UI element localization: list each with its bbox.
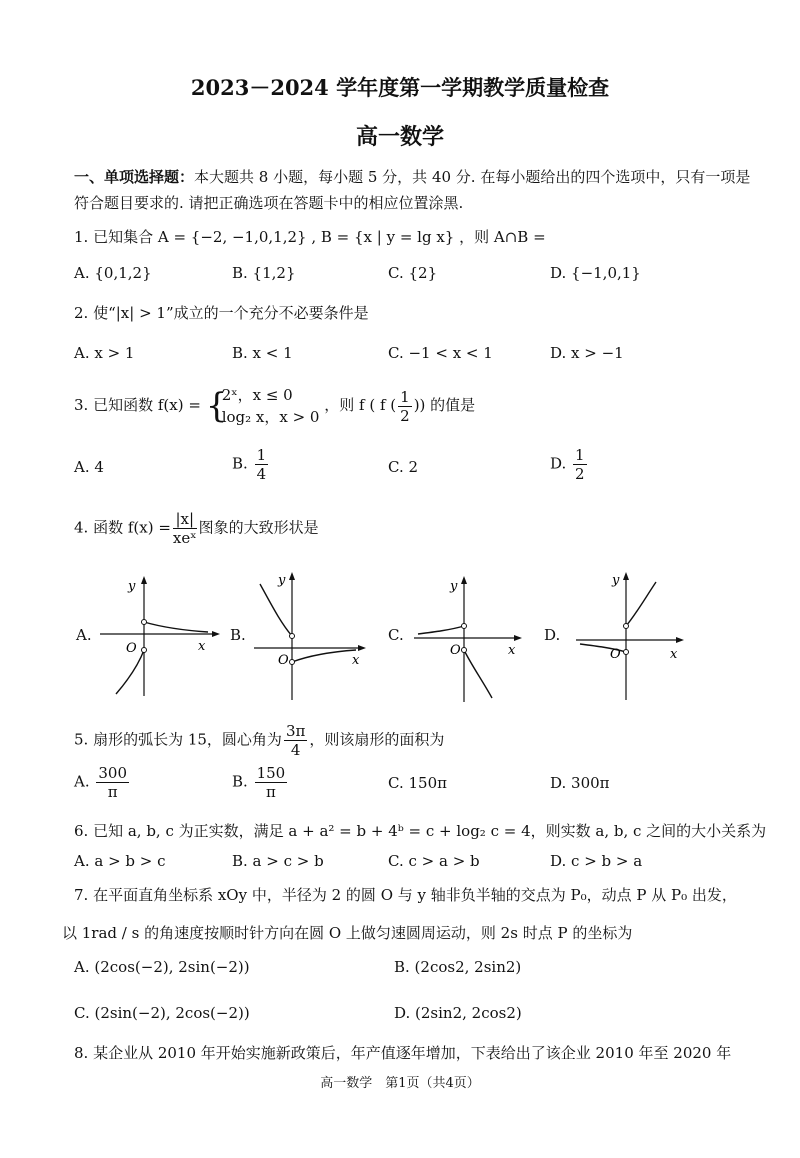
q1-stem: 1. 已知集合 A = {−2, −1,0,1,2} , B = {x | y = lg x} ，则 A∩B = [74, 228, 546, 246]
axis-y-label: y [278, 573, 286, 588]
q5-option-d [550, 774, 610, 792]
q7-option-b: B. (2cos2, 2sin2) [394, 958, 522, 976]
q2-stem: 2. 使“|x| > 1”成立的一个充分不必要条件是 [74, 304, 369, 322]
q4-fraction [173, 510, 197, 547]
q5-option-c-label: C. [388, 774, 404, 792]
page-footer: 高一数学 第1页（共4页） [320, 1076, 480, 1091]
q5-option-a [74, 764, 131, 801]
q3-stem [74, 384, 475, 428]
q6-stem: 6. 已知 a, b, c 为正实数，满足 a + a² = b + 4ᵇ = c + log₂ c = 4，则实数 a, b, c 之间的大小关系为 [74, 822, 767, 840]
q5-option-b-den: π [265, 783, 276, 801]
q8-line-1: 8. 某企业从 2010 年开始实施新政策后，年产值逐年增加，下表给出了该企业 2010 年至 2020 年 [74, 1044, 732, 1062]
q4-graph-a [98, 570, 228, 700]
axis-x-label: x [508, 643, 516, 658]
q3-stem-suffix: )) 的值是 [413, 396, 476, 414]
q1-option-b: B. {1,2} [232, 264, 296, 282]
q4-graph-c [412, 570, 542, 706]
q3-frac-den: 2 [400, 406, 410, 425]
q3-frac-num: 1 [400, 387, 410, 406]
q3-option-a [74, 458, 104, 476]
q3-piece-1: 2ˣ，x ≤ 0 [221, 386, 293, 404]
q5-option-a-den: π [107, 783, 118, 801]
q3-option-d [550, 446, 589, 483]
q7-option-c: C. (2sin(−2), 2cos(−2)) [74, 1004, 250, 1022]
q4-option-a-label: A. [76, 626, 92, 644]
q7-line-1: 7. 在平面直角坐标系 xOy 中，半径为 2 的圆 O 与 y 轴非负半轴的交点为 P₀，动点 P 从 P₀ 出发， [74, 886, 737, 904]
q2-option-d: D. x > −1 [550, 344, 624, 362]
axis-x-label: x [352, 653, 360, 668]
q5-option-a-label: A. [74, 772, 90, 791]
q5-option-b-num: 150 [256, 764, 286, 782]
q3-option-d-num: 1 [575, 446, 585, 464]
q3-option-d-label: D. [550, 454, 567, 473]
q4-stem-suffix: 图象的大致形状是 [198, 518, 319, 537]
q4-option-c-label: C. [388, 626, 404, 644]
section-heading: 一、单项选择题： [74, 168, 195, 186]
q7-line-2: 以 1rad / s 的角速度按顺时针方向在圆 O 上做匀速圆周运动，则 2s 时点 P 的坐标为 [62, 924, 633, 942]
q4-stem [74, 510, 319, 547]
q3-stem-mid: ，则 f ( f ( [324, 396, 397, 414]
q6-option-a: A. a > b > c [74, 852, 166, 870]
q3-option-a-label: A. [74, 458, 90, 476]
origin-label: O [278, 653, 289, 668]
q4-option-d-label: D. [544, 626, 561, 644]
q3-piecewise [206, 384, 320, 428]
q3-option-b-num: 1 [256, 446, 267, 464]
q5-option-c [388, 774, 447, 792]
q6-option-c: C. c > a > b [388, 852, 480, 870]
axis-x-label: x [198, 639, 206, 654]
q4-frac-den: xeˣ [172, 529, 197, 547]
q3-option-c-label: C. [388, 458, 404, 476]
q5-stem-suffix: ，则该扇形的面积为 [309, 730, 445, 749]
q5-option-c-value: 150π [408, 774, 447, 792]
q4-frac-num: |x| [173, 510, 197, 529]
q6-option-b: B. a > c > b [232, 852, 324, 870]
q4-graph-b [252, 566, 382, 702]
q3-option-d-den: 2 [575, 465, 585, 483]
exam-title: 2023－2024 学年度第一学期教学质量检查 [190, 75, 610, 100]
q4-option-b-label: B. [230, 626, 246, 644]
q4-graph-d [574, 566, 704, 702]
q1-option-d: D. {−1,0,1} [550, 264, 641, 282]
q6-option-d: D. c > b > a [550, 852, 643, 870]
q2-option-c: C. −1 < x < 1 [388, 344, 493, 362]
q5-stem-prefix: 5. 扇形的弧长为 15，圆心角为 [74, 730, 282, 749]
q3-fraction [398, 388, 412, 425]
q2-option-a: A. x > 1 [74, 344, 135, 362]
q3-piece-2: log₂ x，x > 0 [221, 408, 320, 426]
origin-label: O [610, 647, 621, 662]
section-instructions [74, 164, 754, 216]
exam-subtitle: 高一数学 [355, 124, 444, 150]
section-text: 本大题共 8 小题，每小题 5 分，共 40 分. 在每小题给出的四个选项中，只有一项是符合题目要求的. 请把正确选项在答题卡中的相应位置涂黑. [74, 168, 751, 212]
axis-x-label: x [670, 647, 678, 662]
q5-option-d-value: 300π [571, 774, 610, 792]
q4-stem-prefix: 4. 函数 f(x) = [74, 518, 171, 537]
origin-label: O [450, 643, 461, 658]
q5-stem [74, 722, 444, 759]
q3-option-c [388, 458, 418, 476]
q3-stem-prefix: 3. 已知函数 f(x) = [74, 396, 201, 414]
q5-option-a-num: 300 [98, 764, 128, 782]
q5-frac-den: 4 [290, 741, 301, 759]
q7-option-d: D. (2sin2, 2cos2) [394, 1004, 522, 1022]
q1-option-a: A. {0,1,2} [74, 264, 152, 282]
q7-option-a: A. (2cos(−2), 2sin(−2)) [74, 958, 250, 976]
q2-option-b: B. x < 1 [232, 344, 293, 362]
q5-frac-num: 3π [285, 722, 306, 740]
q3-option-b [232, 446, 270, 483]
axis-y-label: y [128, 579, 136, 594]
q3-option-b-den: 4 [256, 465, 267, 483]
q5-fraction [284, 722, 307, 759]
q3-option-b-label: B. [232, 454, 248, 473]
q5-option-b-label: B. [232, 772, 248, 791]
q5-option-d-label: D. [550, 774, 567, 792]
brace-icon: { [205, 386, 228, 426]
origin-label: O [126, 641, 137, 656]
axis-y-label: y [450, 579, 458, 594]
q5-option-b [232, 764, 289, 801]
q3-option-a-value: 4 [94, 458, 104, 476]
q1-option-c: C. {2} [388, 264, 438, 282]
q3-option-c-value: 2 [408, 458, 419, 476]
axis-y-label: y [612, 573, 620, 588]
